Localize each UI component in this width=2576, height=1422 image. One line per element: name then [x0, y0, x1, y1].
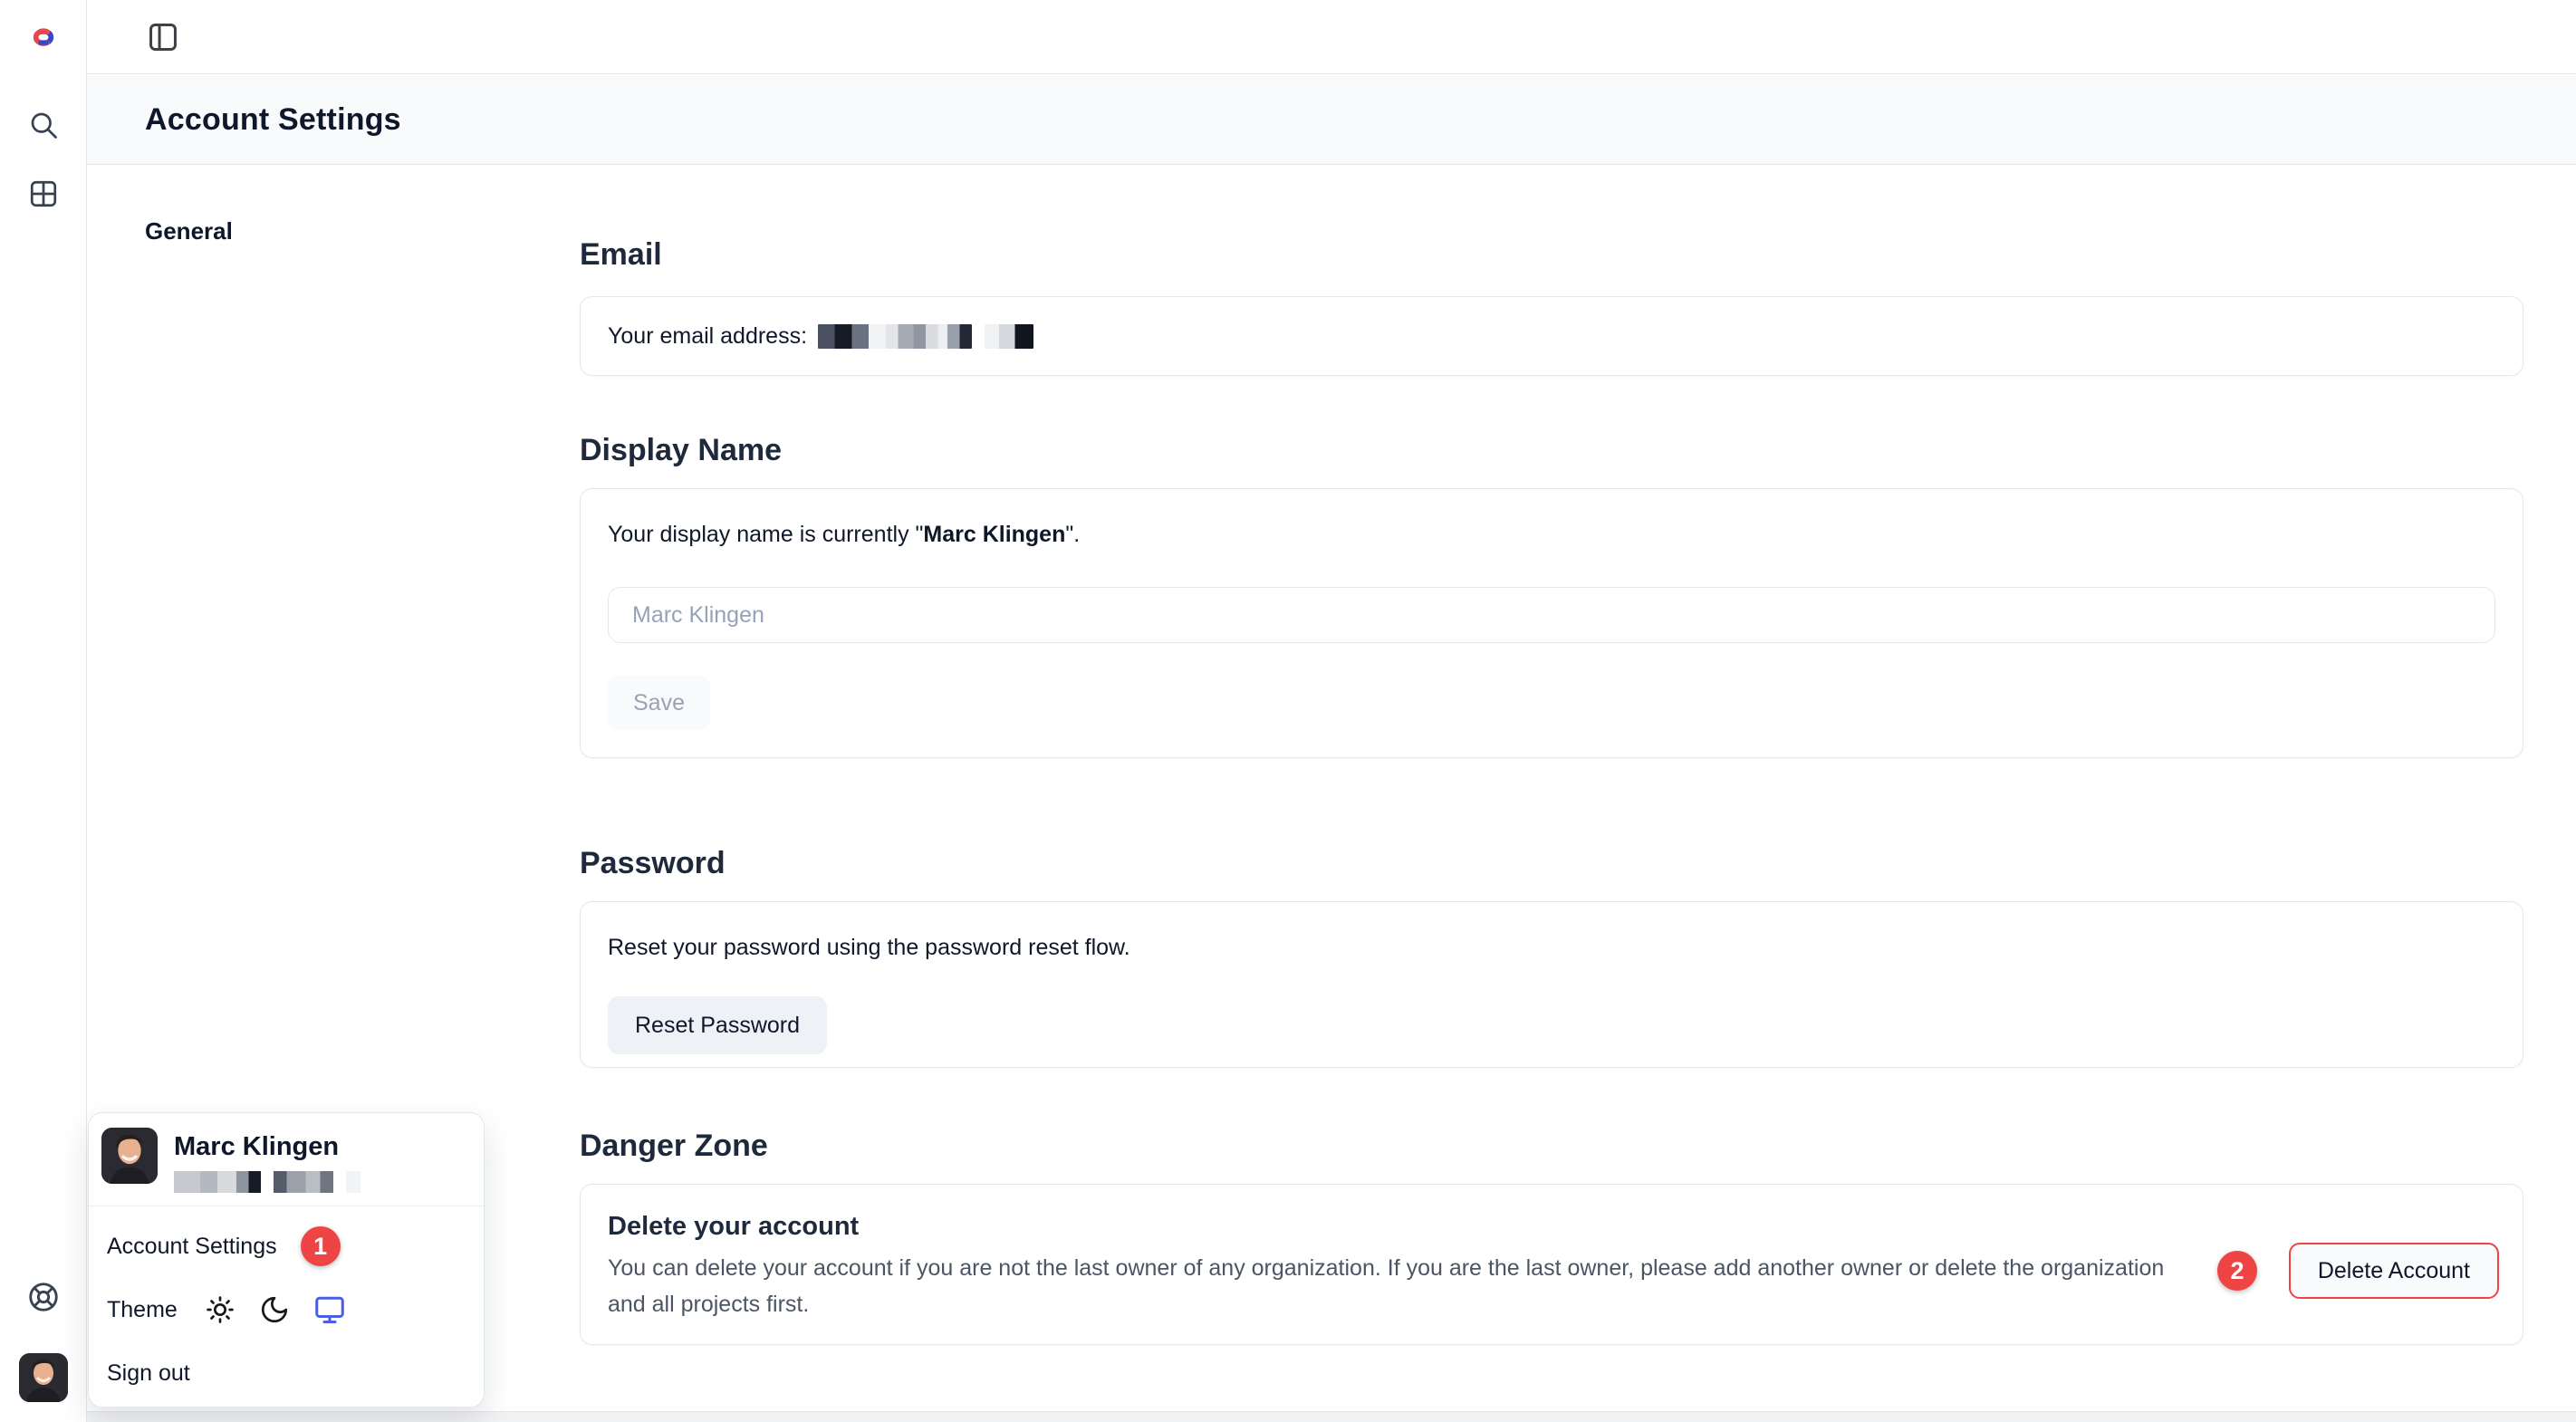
display-name-sentence [608, 516, 2495, 552]
save-button[interactable]: Save [608, 676, 710, 730]
apps-grid-button[interactable] [25, 176, 62, 212]
display-name-card [580, 488, 2523, 758]
annotation-mark-2: 2 [2217, 1251, 2257, 1291]
email-card [580, 296, 2523, 376]
user-avatar[interactable] [19, 1353, 68, 1402]
display-name-section-heading: Display Name [580, 433, 782, 467]
icon-rail [0, 0, 87, 1422]
user-menu-popup [88, 1112, 485, 1408]
theme-system-monitor-icon[interactable] [313, 1293, 346, 1326]
user-menu-avatar [101, 1128, 158, 1184]
user-menu-header [89, 1113, 484, 1206]
display-name-sentence-prefix: Your display name is currently " [608, 522, 924, 547]
life-buoy-icon [26, 1280, 61, 1314]
redacted-user-email [174, 1171, 360, 1193]
top-bar [87, 0, 2576, 74]
theme-dark-moon-icon[interactable] [259, 1294, 290, 1325]
app-logo[interactable] [0, 0, 86, 74]
delete-account-subheading: Delete your account [608, 1212, 860, 1241]
sign-out-label: Sign out [107, 1360, 190, 1386]
redacted-email [818, 324, 1033, 349]
annotation-mark-1: 1 [301, 1226, 341, 1266]
display-name-sentence-suffix: ". [1065, 522, 1081, 547]
user-identity [174, 1128, 360, 1191]
theme-switcher [205, 1293, 346, 1326]
sidebar-toggle-button[interactable] [145, 19, 181, 55]
horizontal-scrollbar[interactable] [87, 1411, 2576, 1422]
main-content [580, 166, 2523, 1345]
delete-account-description: You can delete your account if you are not the last owner of any organization. If you are the last owner, please add another owner or delete the organization and all projects first. [608, 1255, 2165, 1317]
account-settings-label: Account Settings [107, 1233, 277, 1259]
langfuse-logo-icon [25, 24, 62, 51]
page-title: Account Settings [145, 101, 401, 137]
danger-zone-heading: Danger Zone [580, 1129, 768, 1163]
settings-nav [145, 217, 233, 245]
search-button[interactable] [25, 107, 62, 143]
menu-item-account-settings[interactable] [89, 1217, 484, 1275]
display-name-input[interactable] [608, 587, 2495, 643]
delete-account-button[interactable]: Delete Account [2289, 1243, 2499, 1299]
grid-icon [27, 178, 60, 210]
menu-item-theme [89, 1281, 484, 1339]
settings-nav-item-general[interactable]: General [145, 217, 233, 245]
danger-zone-card [580, 1184, 2523, 1345]
support-button[interactable] [25, 1279, 62, 1315]
search-icon [27, 109, 60, 141]
password-card [580, 901, 2523, 1068]
user-name: Marc Klingen [174, 1132, 340, 1161]
panel-left-icon [146, 20, 180, 54]
email-section-heading: Email [580, 237, 662, 272]
email-label: Your email address: [608, 323, 808, 349]
theme-label: Theme [107, 1296, 178, 1322]
password-description: Reset your password using the password reset flow. [608, 935, 1130, 960]
avatar-photo-icon [19, 1353, 68, 1402]
reset-password-button[interactable]: Reset Password [608, 996, 827, 1054]
theme-light-sun-icon[interactable] [205, 1294, 235, 1325]
current-display-name: Marc Klingen [923, 522, 1066, 547]
page-header [87, 75, 2576, 165]
password-section-heading: Password [580, 846, 726, 880]
user-menu-items [89, 1206, 484, 1402]
menu-item-sign-out[interactable] [89, 1344, 484, 1402]
avatar-photo-icon [101, 1128, 158, 1184]
